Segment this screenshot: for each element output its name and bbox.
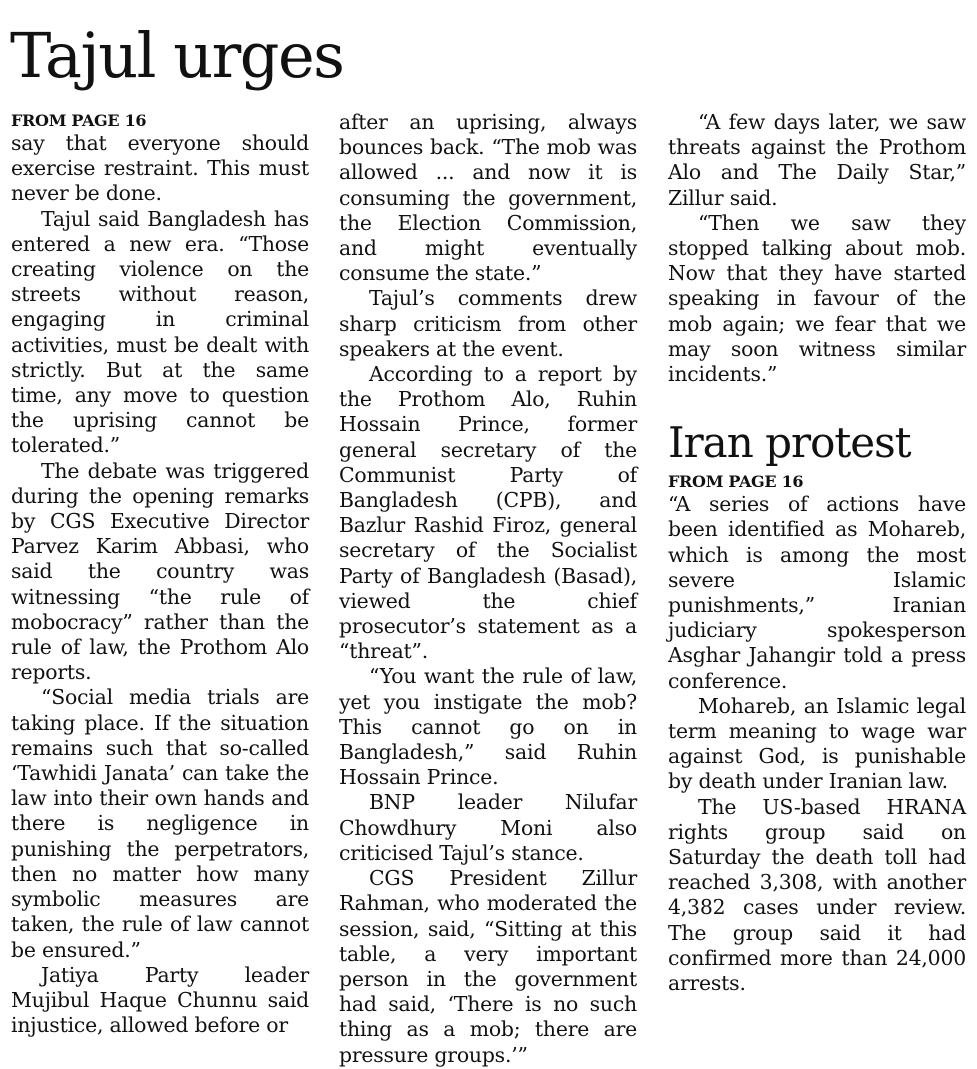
dateline: FROM PAGE 16 — [11, 111, 147, 130]
paragraph: “You want the rule of law, yet you instigate the mob? This cannot go on in Bangladesh,” said Ruhin Hossain Prince. — [339, 664, 637, 790]
dateline: FROM PAGE 16 — [668, 472, 804, 492]
paragraph: after an uprising, always bounces back. “The mob was allowed ... and now it is consuming the government, the Election Commission, and might eventually consume the state.” — [339, 110, 637, 286]
paragraph: “A few days later, we saw threats against the Prothom Alo and The Daily Star,” Zillur said. — [668, 110, 966, 210]
paragraph: “Then we saw they stopped talking about mob. Now that they have started speaking in favour of the mob again; we fear that we may soon witness similar incidents.” — [668, 210, 966, 387]
story-headline-iran: Iran protest — [668, 418, 911, 468]
story-headline: Tajul urges — [10, 19, 344, 92]
paragraph: CGS President Zillur Rahman, who moderated the session, said, “Sitting at this table, a very important person in the government had said, ‘There is no such thing as a mob; there are pressure groups.’” — [339, 866, 637, 1067]
paragraph: say that everyone should exercise restraint. This must never be done. — [11, 131, 309, 206]
paragraph: BNP leader Nilufar Chowdhury Moni also criticised Tajul’s stance. — [339, 790, 637, 865]
paragraph: “A series of actions have been identified as Mohareb, which is among the most severe Islamic punishments,” Iranian judiciary spokesperson Asghar Jahangir told a press conference. — [668, 492, 966, 693]
article-column-2 — [339, 110, 637, 1068]
paragraph: Jatiya Party leader Mujibul Haque Chunnu said injustice, allowed before or — [11, 962, 309, 1038]
paragraph: “Social media trials are taking place. If the situation remains such that so-called ‘Tawhidi Janata’ can take the law into their own hands and there is negligence in punishing the perpetrators, then no matter how many symbolic measures are taken, the rule of law cannot be ensured.” — [11, 685, 309, 962]
article-column-3 — [668, 110, 966, 996]
paragraph: Tajul said Bangladesh has entered a new era. “Those creating violence on the streets without reason, engaging in criminal activities, must be dealt with strictly. But at the same time, any move to question the uprising cannot be tolerated.” — [11, 206, 309, 458]
paragraph: The US-based HRANA rights group said on Saturday the death toll had reached 3,308, with another 4,382 cases under review. The group said it had confirmed more than 24,000 arrests. — [668, 794, 966, 996]
paragraph: According to a report by the Prothom Alo, Ruhin Hossain Prince, former general secretary of the Communist Party of Bangladesh (CPB), and Bazlur Rashid Firoz, general secretary of the Socialist Party of Bangladesh (Basad), viewed the chief prosecutor’s statement as a “threat”. — [339, 362, 637, 664]
paragraph: Tajul’s comments drew sharp criticism from other speakers at the event. — [339, 286, 637, 361]
paragraph: The debate was triggered during the opening remarks by CGS Executive Director Parvez Karim Abbasi, who said the country was witnessing “the rule of mobocracy” rather than the rule of law, the Prothom Alo reports. — [11, 458, 309, 685]
article-column-1 — [11, 110, 309, 1038]
paragraph: Mohareb, an Islamic legal term meaning to wage war against God, is punishable by death under Iranian law. — [668, 693, 966, 794]
